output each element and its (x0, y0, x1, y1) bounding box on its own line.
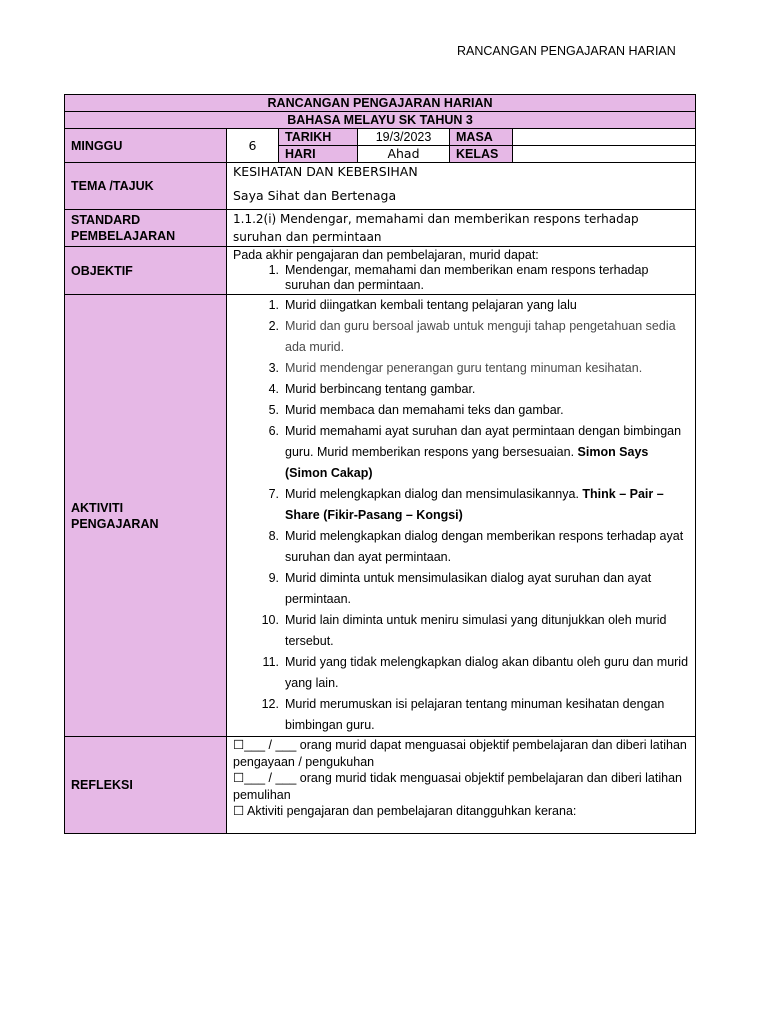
list-item (233, 694, 689, 736)
standard-label-2: PEMBELAJARAN (71, 229, 176, 243)
list-item-text-plain: Murid membaca dan memahami teks dan gambar. (285, 403, 564, 417)
list-item (233, 610, 689, 652)
list-item-text-plain: Murid berbincang tentang gambar. (285, 382, 476, 396)
list-item-number: 4. (268, 382, 279, 396)
refleksi-line: ☐ Aktiviti pengajaran dan pembelajaran ditangguhkan kerana: (233, 804, 577, 818)
minggu-label: MINGGU (65, 129, 227, 163)
tema-line-1: KESIHATAN DAN KEBERSIHAN (233, 164, 418, 179)
list-item-text (285, 379, 475, 400)
list-item-text-plain: Murid memahami ayat suruhan dan ayat permintaan dengan bimbingan guru. Murid memberikan respons yang bersesuaian. (285, 424, 682, 459)
list-item-text-plain: Mendengar, memahami dan memberikan enam respons terhadap suruhan dan permintaan. (285, 263, 649, 292)
list-item-number: 12. (261, 697, 279, 711)
list-item (233, 568, 689, 610)
masa-value (513, 129, 696, 146)
list-item-text (285, 400, 564, 421)
list-item (233, 526, 689, 568)
kelas-label: KELAS (450, 146, 513, 163)
list-item (233, 400, 689, 421)
list-item-number: 3. (268, 361, 279, 375)
title-row-2: BAHASA MELAYU SK TAHUN 3 (65, 112, 696, 129)
objektif-label: OBJEKTIF (65, 247, 227, 295)
list-item-number: 6. (268, 424, 279, 438)
list-item-text (285, 694, 689, 736)
list-item (233, 484, 689, 526)
list-item-number: 2. (268, 319, 279, 333)
hari-label: HARI (279, 146, 358, 163)
masa-label: MASA (450, 129, 513, 146)
page-header: RANCANGAN PENGAJARAN HARIAN (457, 44, 676, 58)
standard-label-1: STANDARD (71, 213, 141, 227)
list-item-text-plain: Murid diingatkan kembali tentang pelajaran yang lalu (285, 298, 577, 312)
title-row-1: RANCANGAN PENGAJARAN HARIAN (65, 95, 696, 112)
list-item-text-plain: Murid melengkapkan dialog dan mensimulasikannya. (285, 487, 583, 501)
list-item-number: 8. (268, 529, 279, 543)
list-item-text (285, 263, 689, 293)
aktiviti-label-1: AKTIVITI (71, 500, 124, 515)
list-item (233, 421, 689, 484)
list-item-text (285, 610, 689, 652)
list-item-text (285, 568, 689, 610)
aktiviti-label-2: PENGAJARAN (71, 516, 159, 531)
objektif-intro: Pada akhir pengajaran dan pembelajaran, murid dapat: (233, 248, 539, 262)
standard-value: 1.1.2(i) Mendengar, memahami dan memberikan respons terhadap suruhan dan permintaan (227, 210, 696, 247)
list-item (233, 263, 689, 293)
list-item-number: 5. (268, 403, 279, 417)
tema-line-2: Saya Sihat dan Bertenaga (233, 188, 397, 203)
list-item-text-plain: Murid melengkapkan dialog dengan memberikan respons terhadap ayat suruhan dan ayat permintaan. (285, 529, 684, 564)
refleksi-line: ☐___ / ___ orang murid dapat menguasai objektif pembelajaran dan diberi latihan pengayaan / pengukuhan (233, 738, 687, 769)
list-item (233, 379, 689, 400)
minggu-value: 6 (227, 129, 279, 163)
list-item-text-plain: Murid merumuskan isi pelajaran tentang minuman kesihatan dengan bimbingan guru. (285, 697, 665, 732)
list-item-text-plain: Murid yang tidak melengkapkan dialog akan dibantu oleh guru dan murid yang lain. (285, 655, 689, 690)
list-item-text (285, 484, 689, 526)
list-item-text-plain: Murid dan guru bersoal jawab untuk menguji tahap pengetahuan sedia ada murid. (285, 319, 676, 354)
lesson-plan-table (64, 94, 696, 834)
list-item-text-bold: Simon Says (Simon Cakap) (285, 445, 649, 480)
list-item-number: 9. (268, 571, 279, 585)
tema-label: TEMA /TAJUK (65, 163, 227, 210)
list-item-text (285, 652, 689, 694)
list-item (233, 652, 689, 694)
list-item-number: 7. (268, 487, 279, 501)
list-item-text-bold: Think – Pair – Share (Fikir-Pasang – Kongsi) (285, 487, 664, 522)
tarikh-value: 19/3/2023 (358, 129, 450, 146)
list-item (233, 358, 689, 379)
objektif-list (233, 263, 689, 293)
list-item-text (285, 526, 689, 568)
kelas-value (513, 146, 696, 163)
list-item-text (285, 295, 577, 316)
list-item-text (285, 421, 689, 484)
hari-value: Ahad (358, 146, 450, 163)
list-item-number: 1. (268, 263, 279, 277)
list-item-text (285, 316, 689, 358)
list-item-text-plain: Murid lain diminta untuk meniru simulasi yang ditunjukkan oleh murid tersebut. (285, 613, 667, 648)
list-item (233, 295, 689, 316)
list-item-text-plain: Murid mendengar penerangan guru tentang minuman kesihatan. (285, 361, 643, 375)
tarikh-label: TARIKH (279, 129, 358, 146)
list-item-text-plain: Murid diminta untuk mensimulasikan dialog ayat suruhan dan ayat permintaan. (285, 571, 652, 606)
refleksi-line: ☐___ / ___ orang murid tidak menguasai objektif pembelajaran dan diberi latihan pemulihan (233, 771, 682, 802)
refleksi-label: REFLEKSI (65, 737, 227, 834)
list-item-text (285, 358, 642, 379)
list-item-number: 1. (268, 298, 279, 312)
list-item (233, 316, 689, 358)
list-item-number: 10. (261, 613, 279, 627)
aktiviti-list (233, 295, 689, 736)
list-item-number: 11. (262, 655, 279, 669)
refleksi-cell (227, 737, 696, 834)
